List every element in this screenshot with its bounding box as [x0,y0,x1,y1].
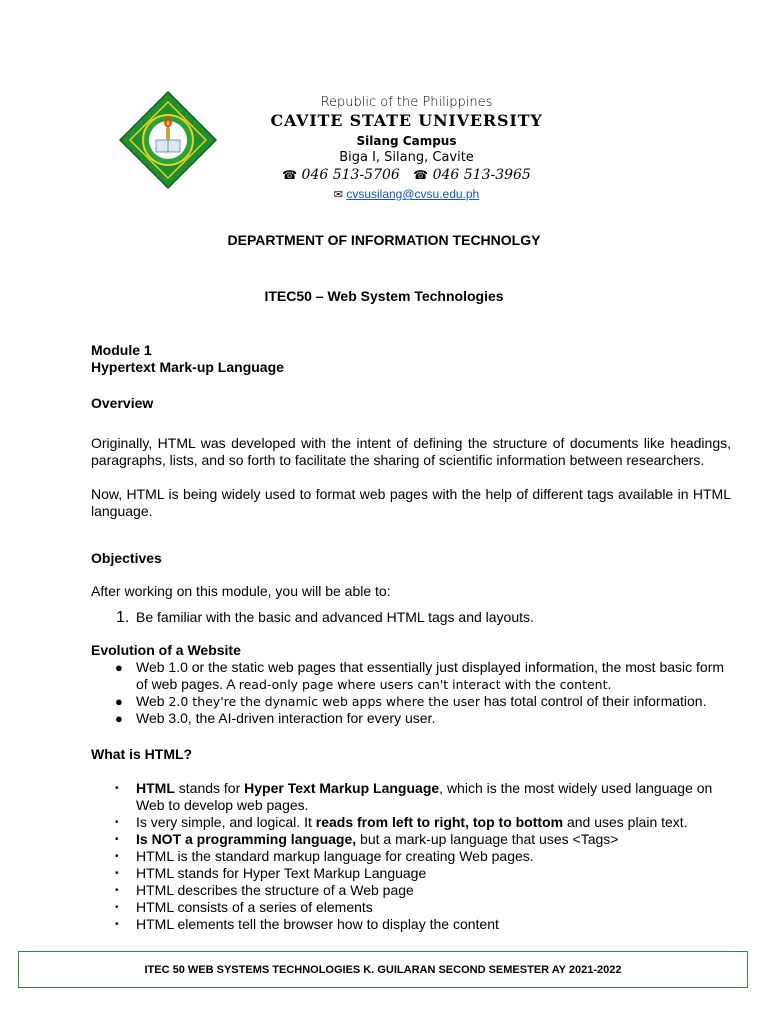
list-item: ● Web 2.0 they're the dynamic web apps where the user has total control of their information. [115,693,707,709]
list-item: • Is NOT a programming language, but a mark-up language that uses <Tags> [115,831,619,847]
list-item: ● Web 3.0, the AI-driven interaction for every user. [115,710,436,726]
list-item: • HTML stands for Hyper Text Markup Language [115,865,427,881]
list-item: • HTML is the standard markup language for creating Web pages. [115,848,534,864]
objectives-intro: After working on this module, you will be able to: [91,583,391,599]
footer-text: ITEC 50 WEB SYSTEMS TECHNOLOGIES K. GUILARAN SECOND SEMESTER AY 2021-2022 [144,964,622,976]
university-name: CAVITE STATE UNIVERSITY [270,111,543,130]
list-item: ● Web 1.0 or the static web pages that essentially just displayed information, the most basic form of web pages. A read-only page where users can't interact with the content. [115,659,725,692]
overview-paragraph-1: Originally, HTML was developed with the intent of defining the structure of documents like headings, paragraphs, lists, and so forth to facilitate the sharing of scientific information between researchers. [91,435,731,468]
republic-text: Republic of the Philippines [320,95,493,110]
phone-number-1: 046 513-5706 [301,167,400,183]
bullet-icon: ● [115,694,123,709]
bullet-icon: • [115,868,119,879]
phone-number-2: 046 513-3965 [432,167,531,183]
bullet-icon: • [115,783,119,794]
bullet-icon: • [115,885,119,896]
what-is-html-list [91,780,731,933]
objective-number: 1. [116,609,130,626]
objectives-heading: Objectives [91,550,162,566]
overview-paragraph-2: Now, HTML is being widely used to format web pages with the help of different tags available in HTML language. [91,486,731,519]
bullet-icon: • [115,902,119,913]
overview-heading: Overview [91,395,154,411]
department-title: DEPARTMENT OF INFORMATION TECHNOLGY [227,232,541,248]
phone-icon: ☎ [282,168,298,182]
envelope-icon: ✉ [333,189,343,201]
bullet-icon: • [115,817,119,828]
phone-icon: ☎ [413,168,429,182]
evolution-heading: Evolution of a Website [91,642,241,658]
phone-numbers [0,167,768,183]
email-line [0,187,768,201]
campus-name: Silang Campus [356,134,457,148]
bullet-icon: • [115,851,119,862]
module-number: Module 1 [91,342,152,358]
what-is-html-heading: What is HTML? [91,746,193,762]
email-link[interactable]: cvsusilang@cvsu.edu.ph [346,187,480,201]
list-item: • HTML stands for Hyper Text Markup Language, which is the most widely used language on Web to develop web pages. [115,780,713,813]
list-item: • HTML describes the structure of a Web page [115,882,414,898]
bullet-icon: • [115,919,119,930]
bullet-icon: • [115,834,119,845]
list-item: • HTML elements tell the browser how to display the content [115,916,499,932]
evolution-list [91,659,731,727]
objective-text: Be familiar with the basic and advanced HTML tags and layouts. [136,609,534,625]
course-title: ITEC50 – Web System Technologies [264,288,504,304]
campus-address: Biga I, Silang, Cavite [339,150,474,165]
bullet-icon: ● [115,660,123,675]
list-item: • Is very simple, and logical. It reads from left to right, top to bottom and uses plain text. [115,814,688,830]
list-item: • HTML consists of a series of elements [115,899,373,915]
bullet-icon: ● [115,711,123,726]
module-title: Hypertext Mark-up Language [91,359,284,375]
